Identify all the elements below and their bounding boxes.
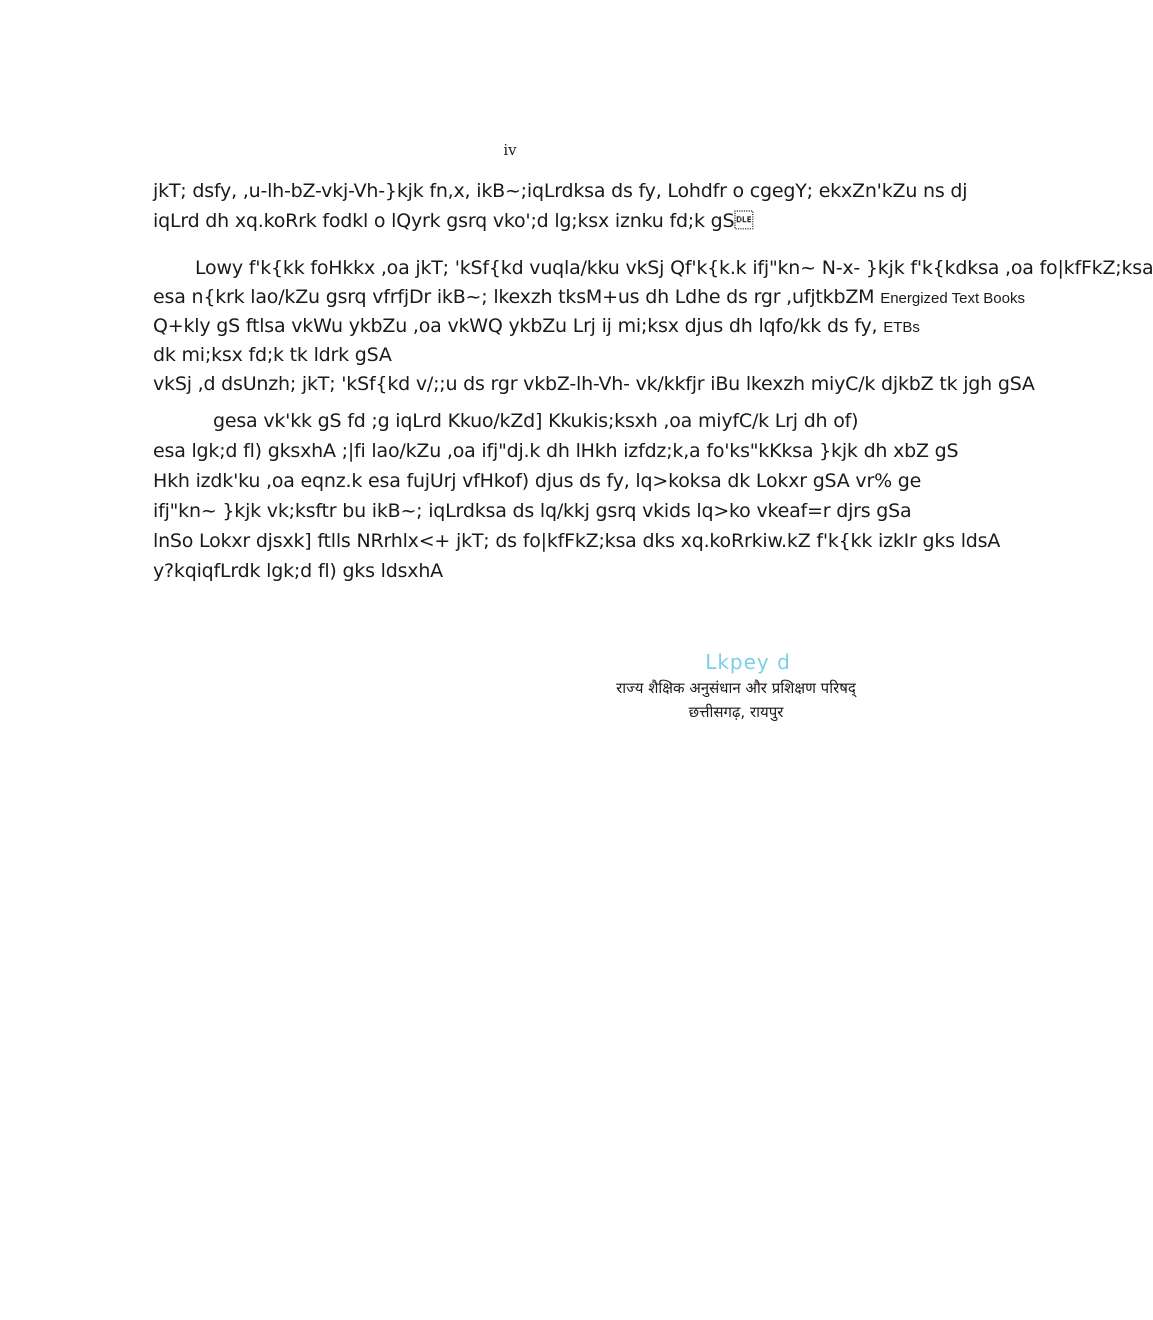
paragraph-2 — [153, 254, 1153, 399]
text-line: Lowy f'k{kk foHkkx ,oa jkT; 'kSf{kd vuqla/kku vkSj Qf'k{k.k ifj"kn~ N-x- }kjk f'k{kdksa ,oa fo|kfFkZ;ksa — [195, 257, 1153, 279]
text-line: jkT; dsfy, ,u-lh-bZ-vkj-Vh-}kjk fn,x, ikB~;iqLrdksa ds fy, Lohdfr o cgegY; ekxZn'kZu ns dj — [153, 180, 968, 202]
text-line — [153, 312, 920, 341]
paragraph-1 — [153, 176, 968, 236]
text-line: vkSj ,d dsUnzh; jkT; 'kSf{kd v/;;u ds rgr vkbZ-lh-Vh- vk/kkfjr iBu lkexzh miyC/k djkbZ tk jgh gSA — [153, 373, 1035, 395]
text-line: y?kqiqfLrdk lgk;d fl) gks ldsxhA — [153, 560, 443, 582]
text-line: gesa vk'kk gS fd ;g iqLrd Kkuo/kZd] Kkukis;ksxh ,oa miyfC/k Lrj dh of) — [213, 410, 859, 432]
page-number: iv — [503, 141, 517, 159]
council-name: राज्य शैक्षिक अनुसंधान और प्रशिक्षण परिषद् — [616, 679, 856, 697]
text-line: ifj"kn~ }kjk vk;ksftr bu ikB~; iqLrdksa ds lq/kkj gsrq vkids lq>ko vkeaf=r djrs gSa — [153, 500, 912, 522]
text-line: iqLrd dh xq.koRrk fodkl o lQyrk gsrq vko';d lg;ksx iznku fd;k gS — [153, 210, 754, 232]
text-line: dk mi;ksx fd;k tk ldrk gSA — [153, 344, 392, 366]
text-line — [153, 283, 1025, 312]
signature-block — [560, 648, 912, 724]
signature: Lkpey d — [705, 650, 791, 674]
text-segment: esa n{krk lao/kZu gsrq vfrfjDr ikB~; lkexzh tksM+us dh Ldhe ds rgr ,ufjtkbZM — [153, 286, 875, 308]
text-segment: Q+kly gS ftlsa vkWu ykbZu ,oa vkWQ ykbZu Lrj ij mi;ksx djus dh lqfo/kk ds fy, — [153, 315, 884, 337]
text-line: lnSo Lokxr djsxk] ftlls NRrhlx<+ jkT; ds fo|kfFkZ;ksa dks xq.koRrkiw.kZ f'k{kk izkIr gks ldsA — [153, 530, 1001, 552]
paragraph-3 — [153, 406, 1001, 586]
text-line: esa lgk;d fl) gksxhA ;|fi lao/kZu ,oa ifj"dj.k dh lHkh izfdz;k,a fo'ks"kKksa }kjk dh xbZ gS — [153, 440, 959, 462]
text-line: Hkh izdk'ku ,oa eqnz.k esa fujUrj vfHkof) djus ds fy, lq>koksa dk Lokxr gSA vr% ge — [153, 470, 922, 492]
etbs-label: ETBs — [883, 319, 920, 336]
council-location: छत्तीसगढ़, रायपुर — [688, 703, 784, 721]
energized-text-books-label: Energized Text Books — [880, 290, 1025, 307]
